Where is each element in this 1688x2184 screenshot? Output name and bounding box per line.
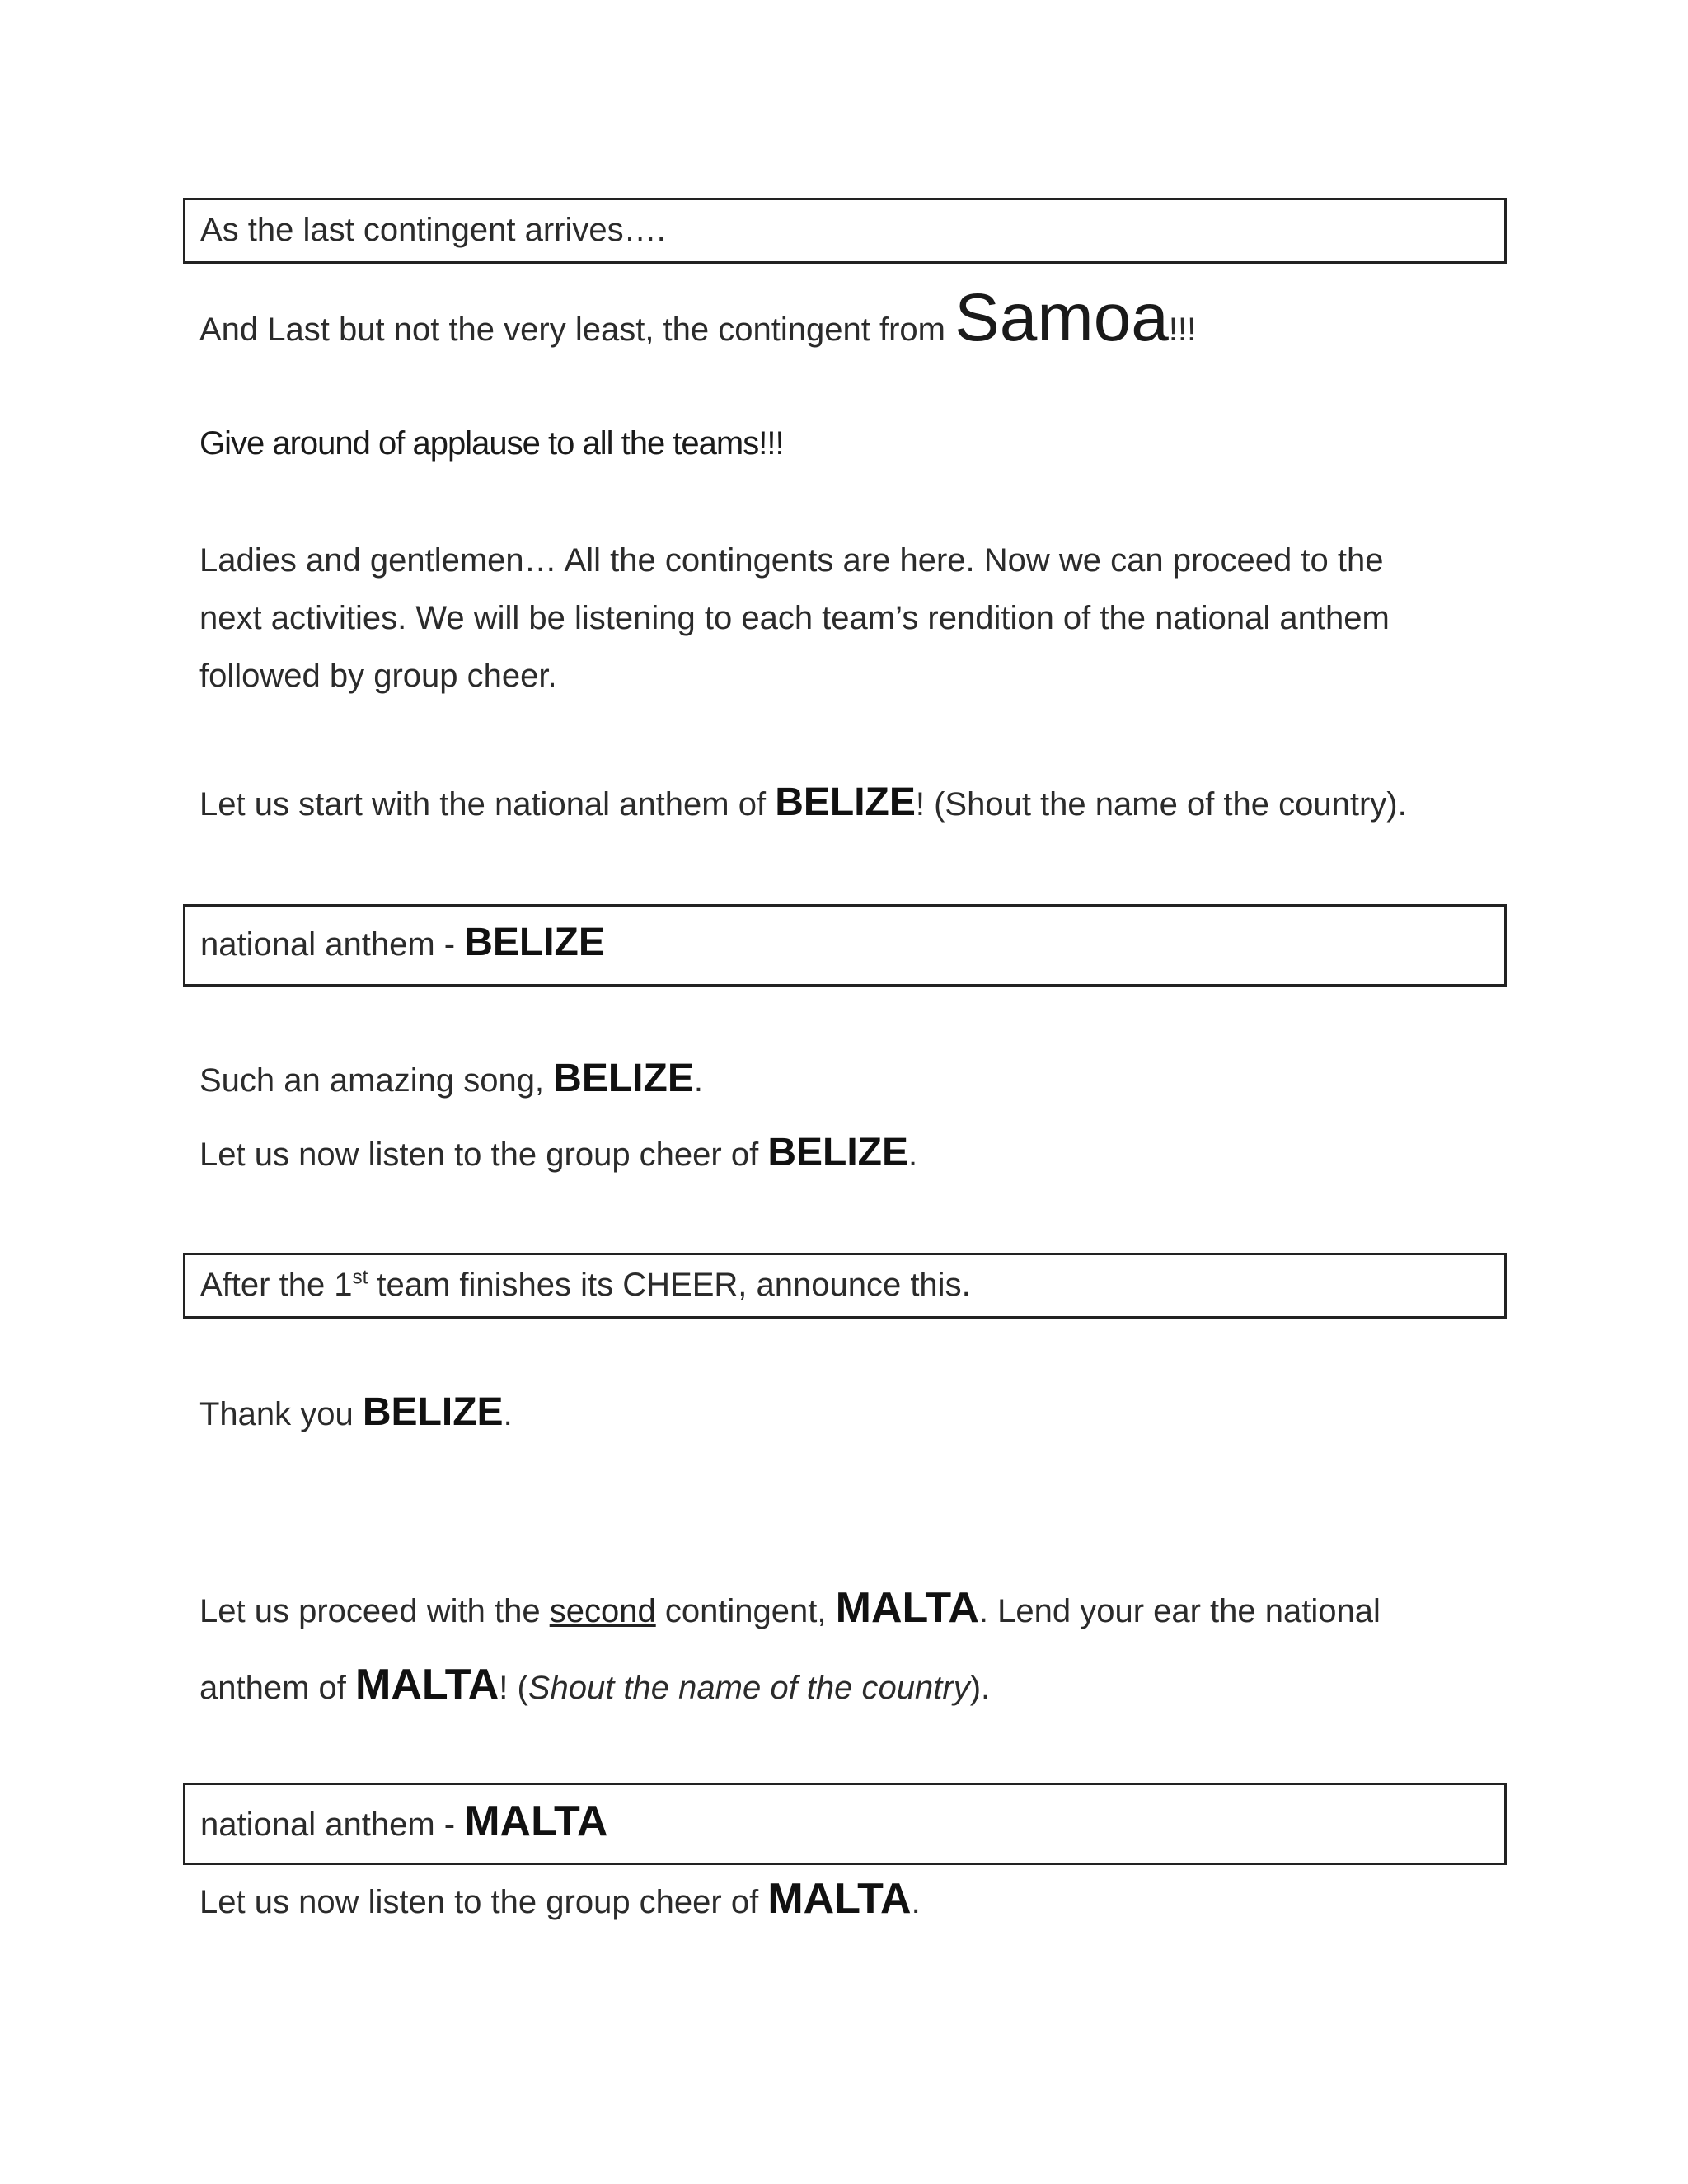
country-name: BELIZE — [775, 780, 916, 824]
group-cheer-line-belize — [199, 1133, 917, 1173]
anthem-box-belize — [183, 904, 1507, 987]
anthem-label: national anthem - — [200, 926, 465, 963]
proceed-line — [199, 1584, 1381, 1632]
cheer-suffix: . — [908, 1137, 918, 1173]
anthem-label: national anthem - — [200, 1807, 465, 1843]
shout-instruction: Shout the name of the country — [528, 1670, 970, 1706]
group-cheer-line-malta — [199, 1875, 921, 1923]
country-name: MALTA — [355, 1661, 499, 1708]
anthem-prefix: anthem of — [199, 1670, 356, 1706]
amazing-song-line — [199, 1059, 703, 1099]
anthem-middle: ! ( — [499, 1670, 528, 1706]
stage-direction-box-cheer — [183, 1253, 1507, 1319]
stage-direction-text — [200, 213, 666, 246]
stage-direction-text — [200, 1268, 971, 1301]
proceed-prefix: Let us proceed with the — [199, 1593, 550, 1629]
country-name: MALTA — [464, 1797, 608, 1845]
country-name: BELIZE — [553, 1057, 694, 1100]
proceed-middle: contingent, — [655, 1593, 836, 1629]
direction-prefix: After the 1 — [200, 1267, 353, 1303]
country-name: MALTA — [767, 1875, 912, 1923]
samoa-line — [199, 277, 1196, 371]
stage-direction-box — [183, 198, 1507, 264]
intro-paragraph-line-2: next activities. We will be listening to each team’s rendition of the national anthem — [199, 600, 1390, 636]
ordinal-word: second — [549, 1593, 656, 1629]
cheer-prefix: Let us now listen to the group cheer of — [199, 1884, 768, 1920]
proceed-suffix: . Lend your ear the national — [978, 1593, 1381, 1629]
thanks-prefix: Thank you — [199, 1396, 363, 1432]
cheer-prefix: Let us now listen to the group cheer of — [199, 1137, 768, 1173]
country-name: MALTA — [835, 1584, 979, 1632]
intro-paragraph-line-1: Ladies and gentlemen… All the contingents are here. Now we can proceed to the — [199, 542, 1384, 579]
anthem-suffix: ). — [969, 1670, 991, 1706]
intro-paragraph-line-3: followed by group cheer. — [199, 658, 557, 694]
country-name: BELIZE — [464, 921, 605, 964]
amazing-prefix: Such an amazing song, — [199, 1062, 554, 1099]
start-suffix: ! (Shout the name of the country). — [915, 786, 1407, 823]
country-name: BELIZE — [767, 1131, 908, 1174]
applause-line: Give around of applause to all the teams!!! — [199, 425, 784, 462]
anthem-box-text — [200, 1797, 608, 1845]
cheer-suffix: . — [911, 1884, 921, 1920]
ordinal-superscript: st — [352, 1266, 368, 1289]
direction-suffix: team finishes its CHEER, announce this. — [368, 1267, 971, 1303]
thanks-suffix: . — [503, 1396, 513, 1432]
anthem-box-text — [200, 923, 605, 963]
start-anthem-line — [199, 780, 1407, 824]
thank-you-line — [199, 1390, 513, 1434]
samoa-name: Samoa — [954, 280, 1169, 355]
box-text: As the last contingent arrives…. — [200, 212, 666, 248]
samoa-prefix: And Last but not the very least, the contingent from — [199, 312, 955, 348]
country-name: BELIZE — [362, 1390, 504, 1434]
start-prefix: Let us start with the national anthem of — [199, 786, 776, 823]
anthem-of-malta-line — [199, 1663, 990, 1706]
amazing-suffix: . — [693, 1062, 703, 1099]
samoa-suffix: !!! — [1168, 312, 1197, 348]
anthem-box-malta — [183, 1783, 1507, 1865]
